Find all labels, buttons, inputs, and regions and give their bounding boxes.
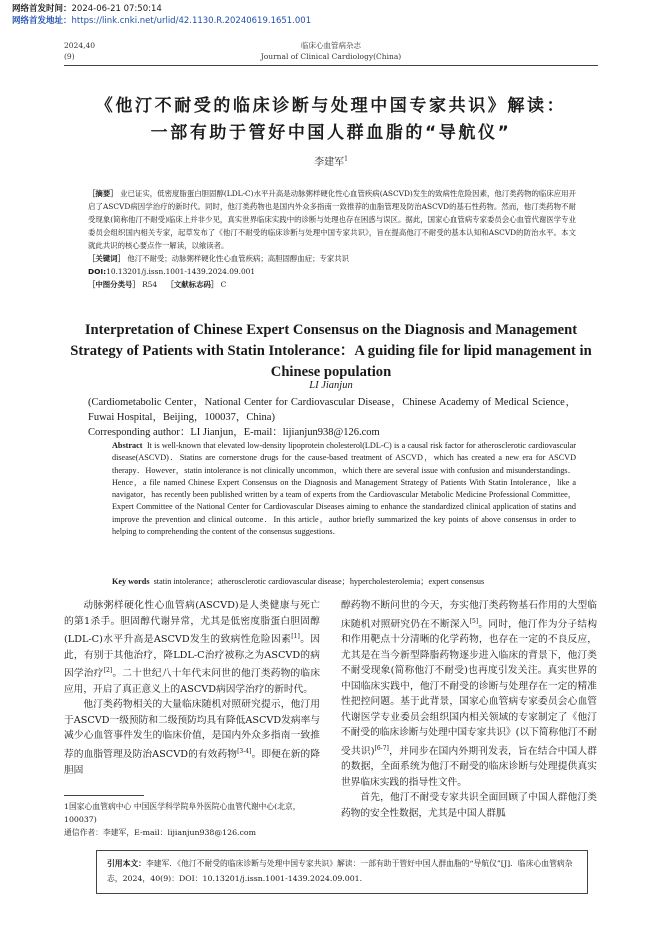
english-abstract-label: Abstract <box>112 441 143 450</box>
citation-box <box>96 850 588 894</box>
chinese-title-line-2: 一部有助于管好中国人群血脂的“导航仪” <box>150 123 512 143</box>
clc-label: ［中图分类号］ <box>88 280 140 289</box>
chinese-keywords <box>88 252 576 265</box>
keywords-text: 他汀不耐受；动脉粥样硬化性心血管疾病；高胆固醇血症；专家共识 <box>127 254 350 263</box>
classification-line <box>88 278 576 291</box>
reference-mark[interactable]: [1] <box>291 633 300 640</box>
english-affiliation: (Cardiometabolic Center，National Center for Cardiovascular Disease，Chinese Academy of Medical Science，Fuwai Hospital，Beijing，100037，China) <box>88 397 576 423</box>
body-paragraph <box>64 598 320 697</box>
publish-time-label: 网络首发时间： <box>12 4 72 14</box>
doi-line <box>88 265 576 278</box>
online-publication-banner <box>12 3 311 27</box>
footnote-corresponding: 通信作者：李建军，E-mail：lijianjun938@126.com <box>64 828 256 837</box>
body-text: 动脉粥样硬化性心血管病(ASCVD)是人类健康与死亡的第1杀手。胆固醇代谢异常，尤其是低密度脂蛋白胆固醇(LDL-C)水平升高是ASCVD发生的致病性危险因素 <box>64 600 320 646</box>
chinese-title <box>64 93 598 147</box>
body-text: 。同时，他汀作为分子结构和作用靶点十分清晰的化学药物，也存在一定的不良反应，尤其是在当今新型降脂药物逐步进入临床的背景下，他汀类不耐受现象(简称他汀不耐受)也再度引发关注。真实世界的中国临床实践中，他汀不耐受的诊断与处理存在一定的精准性把控问题。基于此背景，国家心血管病专家委员会心血管代谢医学专业委员会组织国内相关领域的专家制定了《他汀不耐受的临床诊断与处理中国专家共识》(以下简称他汀不耐受共识) <box>341 618 598 757</box>
body-text: ，并同步在国内外期刊发表，旨在结合中国人群的数据，全面系统为他汀不耐受的临床诊断与处理提供真实世界临床实践的指导性文件。 <box>341 745 597 788</box>
running-head-journal <box>0 40 662 62</box>
body-paragraph <box>64 697 320 778</box>
doi-value[interactable]: 10.13201/j.issn.1001-1439.2024.09.001 <box>106 267 256 276</box>
body-text: 他汀类药物相关的大量临床随机对照研究提示，他汀用于ASCVD一级预防和二级预防均具有降低ASCVD发病率与减少心血管事件发生的临床价值，是国内外众多指南一致推荐的血脂管理及防治ASCVD的有效药物 <box>64 699 320 761</box>
journal-name-en: Journal of Clinical Cardiology(China) <box>260 52 402 61</box>
english-abstract-text: It is well-known that elevated low-density lipoprotein cholesterol(LDL-C) is a causal risk factor for atherosclerotic cardiovascular disease(ASCVD)．Statins are cornerstone drugs for the cause-based treatment of ASCVD，which has created a new era for ASCVD therapy．However，statin intolerance is not clinically uncommon，which there are several issue with confusion and misunderstandings．Hence，a file named Chinese Expert Consensus on the Diagnosis and Management Strategy of Patients With Statin Intolerance，like a navigator，has recently been published written by a team of experts from the Cardiovascular Metabolic Medicine Professional Committee，Expert Committee of the National Center for Cardiovascular Diseases aiming to enhance the standardized clinical application of statins and improve the prevention and clinical outcome．In this article，author briefly summarized the key points of above consensus in order to helping to comprehending the content of the consensus suggestions． <box>112 441 576 537</box>
clc-value: R54 <box>142 280 158 289</box>
english-title: Interpretation of Chinese Expert Consensus on the Diagnosis and Management Strategy of Patients with Statin Intolerance：A guiding file for lipid management in Chinese population <box>70 322 592 380</box>
chinese-author <box>0 153 662 168</box>
english-keywords-label: Key words <box>112 577 150 586</box>
author-affiliation-mark: 1 <box>344 155 348 163</box>
chinese-abstract-block <box>88 187 576 291</box>
publish-time-value: 2024-06-21 07:50:14 <box>71 4 162 14</box>
body-column-right <box>341 598 597 821</box>
citation-text: 李建军．《他汀不耐受的临床诊断与处理中国专家共识》解读：一部有助于管好中国人群血脂的“导航仪”[J]．临床心血管病杂志，2024，40(9)：DOI：10.13201/j.issn.1001-1439.2024.09.001. <box>107 859 573 883</box>
reference-mark[interactable]: [3-4] <box>237 747 252 755</box>
doi-label: DOI: <box>88 267 107 276</box>
english-abstract <box>88 440 576 538</box>
author-name: 李建军 <box>314 157 345 168</box>
chinese-abstract <box>88 187 576 252</box>
english-keywords <box>112 576 588 587</box>
footnote-divider <box>64 795 144 796</box>
footnote <box>64 800 320 839</box>
issue-number: (9) <box>64 52 75 61</box>
body-text: 醇药物不断问世的今天，夯实他汀类药物基石作用的大型临床随机对照研究仍在不断深入 <box>341 600 597 630</box>
body-paragraph <box>341 598 597 790</box>
keywords-label: ［关键词］ <box>88 254 125 263</box>
citation-label: 引用本文： <box>107 859 146 868</box>
english-keywords-text: statin intolerance；atherosclerotic cardiovascular disease；hypercholesterolemia；expert consensus <box>153 577 485 586</box>
body-paragraph: 首先，他汀不耐受专家共识全面回顾了中国人群他汀类药物的安全性数据，尤其是中国人群胍 <box>341 792 597 819</box>
body-text: 。即便在新的降胆固 <box>64 749 320 776</box>
chinese-title-line-1: 《他汀不耐受的临床诊断与处理中国专家共识》解读： <box>95 96 567 116</box>
english-affiliation-block <box>88 395 576 440</box>
reference-mark[interactable]: [2] <box>103 667 113 675</box>
footnote-affiliation: 1国家心血管病中心 中国医学科学院阜外医院心血管代谢中心(北京，100037) <box>64 802 301 824</box>
english-abstract-block <box>88 440 576 538</box>
year-volume: 2024,40 <box>64 41 96 50</box>
journal-name-cn: 临床心血管病杂志 <box>301 41 361 50</box>
publish-address-label: 网络首发地址： <box>12 16 72 26</box>
document-code-label: ［文献标志码］ <box>166 280 219 289</box>
abstract-text: 业已证实，低密度脂蛋白胆固醇(LDL-C)水平升高是动脉粥样硬化性心血管疾病(ASCVD)发生的致病性危险因素，他汀类药物的临床应用开启了ASCVD病因学治疗的新时代。同时，他汀类药物也是国内外众多指南一致推荐的血脂管理及防治ASCVD的基石性药物。然而，他汀类药物不耐受现象(简称他汀不耐受)临床上并非少见，真实世界临床实践中的诊断与处理也存在困惑与误区。据此，国家心血管病专家委员会心血管代谢医学专业委员会组织国内相关专家，起草发布了《他汀不耐受的临床诊断与处理中国专家共识》，旨在提高他汀不耐受的基本认知和ASCVD的防治水平。本文就此共识的核心要点作一解读，以飨读者。 <box>88 189 576 250</box>
body-text: 。二十世纪八十年代末问世的他汀类药物的临床应用，开启了真正意义上的ASCVD病因学治疗的新时代。 <box>64 668 321 695</box>
english-author: LI Jianjun <box>309 380 353 391</box>
document-code-value: C <box>220 280 227 289</box>
body-text: 。因此，有别于其他治疗，降LDL-C治疗被称之为ASCVD的病因学治疗 <box>64 634 321 680</box>
abstract-label: ［摘要］ <box>88 189 118 198</box>
body-column-left <box>64 598 320 778</box>
reference-mark[interactable]: [5] <box>469 617 479 625</box>
reference-mark[interactable]: [6-7] <box>374 744 389 752</box>
corresponding-author: Corresponding author：LI Jianjun，E-mail：lijianjun938@126.com <box>88 427 380 438</box>
publish-address-link[interactable]: https://link.cnki.net/urlid/42.1130.R.20240619.1651.001 <box>71 16 312 26</box>
header-divider <box>64 65 598 66</box>
